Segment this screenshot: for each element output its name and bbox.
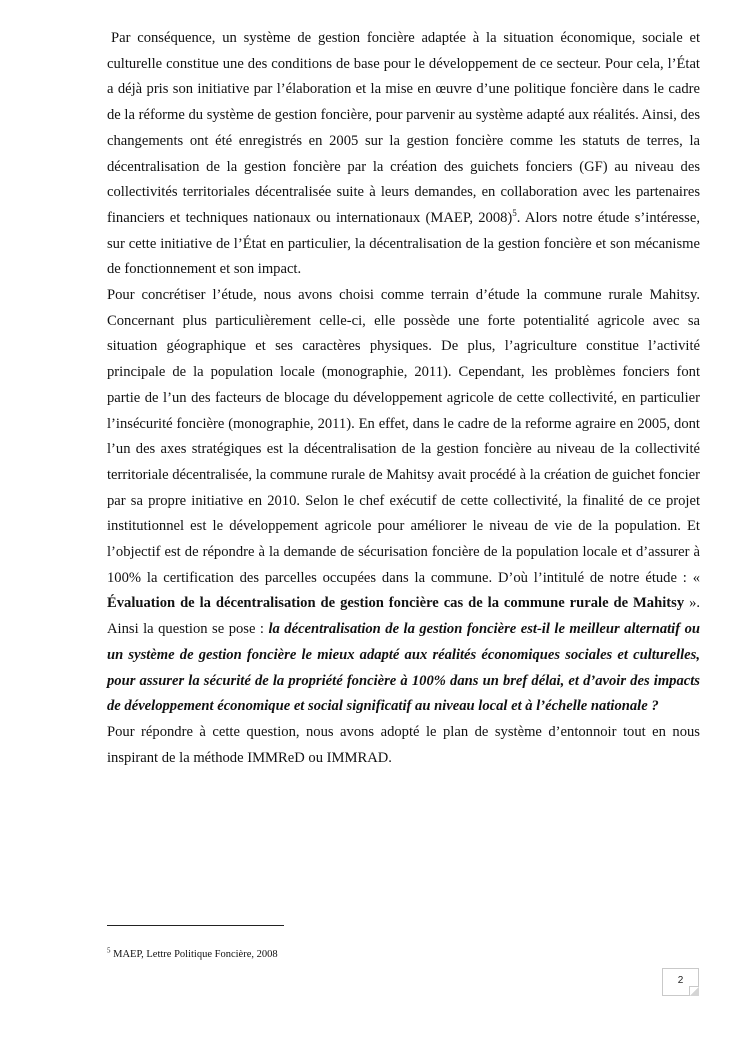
- paragraph-3: [107, 720, 700, 771]
- paragraph-2-text-b: ». Ainsi la question se pose :: [107, 595, 701, 638]
- paragraph-1-text-b: . Alors notre étude s’intéresse, sur cette initiative de l’État en particulier, la décentralisation de la gestion foncière et son mécanisme de fonctionnement et son impact.: [107, 209, 700, 278]
- footnote-reference: 5: [512, 208, 517, 219]
- document-body: [107, 26, 700, 771]
- footnote-text: MAEP, Lettre Politique Foncière, 2008: [110, 949, 278, 960]
- page-fold-corner: [689, 986, 699, 996]
- footnote-divider: [107, 925, 284, 926]
- page-number: 2: [677, 975, 684, 986]
- paragraph-2: [107, 283, 700, 720]
- paragraph-2-text-a: Pour concrétiser l’étude, nous avons choisi comme terrain d’étude la commune rurale Mahitsy. Concernant plus particulièrement celle-ci, elle possède une forte potentialité agricole avec sa situation géographique et ses caractères physiques. De plus, l’agriculture constitue l’activité principale de la population locale (monographie, 2011). Cependant, les problèmes fonciers font partie de l’un des facteurs de blocage du développement agricole de cette collectivité, en particulier l’insécurité foncière (monographie, 2011). En effet, dans le cadre de la reforme agraire en 2005, dont l’un des axes stratégiques est la décentralisation de la gestion foncière au niveau de la collectivité territoriale décentralisée, la commune rurale de Mahitsy avait procédé à la création de guichet foncier par sa propre initiative en 2010. Selon le chef exécutif de cette collectivité, la finalité de ce projet institutionnel est le développement agricole pour améliorer le niveau de vie de la population. Et l’objectif est de répondre à la demande de sécurisation foncière de la population locale et d’assurer à 100% la certification des parcelles occupées dans la commune. D’où l’intitulé de notre étude : «: [107, 287, 700, 586]
- page-number-box: [662, 968, 699, 996]
- study-title: Évaluation de la décentralisation de gestion foncière cas de la commune rurale de Mahitsy: [107, 595, 685, 612]
- paragraph-1: [107, 26, 700, 283]
- paragraph-3-text: Pour répondre à cette question, nous avons adopté le plan de système d’entonnoir tout en nous inspirant de la méthode IMMReD ou IMMRAD.: [107, 723, 700, 766]
- paragraph-1-text-a: Par conséquence, un système de gestion foncière adaptée à la situation économique, sociale et culturelle constitue une des conditions de base pour le développement de ce secteur. Pour cela, l’État a déjà pris son initiative par l’élaboration et la mise en œuvre d’une politique foncière dans le cadre de la réforme du système de gestion foncière, pour parvenir au système adapté aux réalités. Ainsi, des changements ont été enregistrés en 2005 sur la gestion foncière comme les statuts de terres, la décentralisation de la gestion foncière par la création des guichets fonciers (GF) au niveau des collectivités territoriales décentralisée suite à leurs demandes, en collaboration avec les partenaires financiers et techniques nationaux ou internationaux (MAEP, 2008): [107, 30, 700, 226]
- footnote: [107, 948, 278, 962]
- footnote-number: 5: [107, 946, 111, 955]
- research-question: la décentralisation de la gestion foncière est-il le meilleur alternatif ou un système de gestion foncière le mieux adapté aux réalités économiques sociales et culturelles, pour assurer la sécurité de la propriété foncière à 100% dans un bref délai, et d’avoir des impacts de développement économique et social significatif au niveau local et à l’échelle nationale ?: [107, 621, 700, 715]
